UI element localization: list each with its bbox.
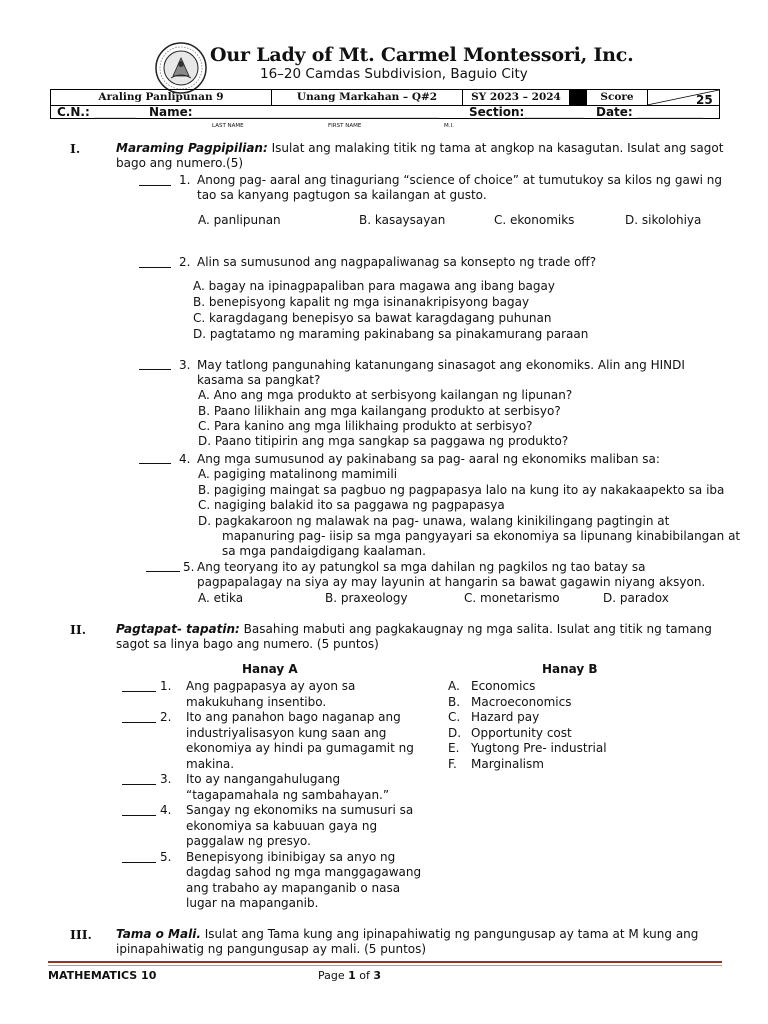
q2-text: Alin sa sumusunod ang nagpapaliwanag sa konsepto ng trade off?	[197, 255, 597, 269]
section-3-number: III.	[70, 927, 92, 942]
hanay-a-item-line: ekonomiya sa kabuuan gaya ng	[186, 818, 378, 833]
q3-option-d: D. Paano titipirin ang mga sangkap sa paggawa ng produkto?	[198, 434, 569, 448]
footer-subject: MATHEMATICS 10	[48, 969, 157, 982]
quarter-cell: Unang Markahan – Q#2	[296, 91, 438, 103]
footer-rule-thin	[48, 965, 722, 966]
q5-option-c: C. monetarismo	[464, 591, 560, 605]
section-1-title: Maraming Pagpipilian:	[116, 141, 268, 155]
footer-rule	[48, 961, 722, 963]
q1-option-c: C. ekonomiks	[494, 213, 575, 227]
q3-option-c: C. Para kanino ang mga lilikhaing produkto at serbisyo?	[198, 419, 533, 433]
q1-option-d: D. sikolohiya	[625, 213, 702, 227]
q4-option-b: B. pagiging maingat sa pagbuo ng pagpapasya lalo na kung ito ay nakakaapekto sa iba	[198, 483, 725, 497]
hanay-a-number: 2.	[160, 710, 172, 724]
info-table	[50, 89, 720, 119]
q1-number: 1.	[179, 173, 191, 187]
answer-blank-3[interactable]	[139, 358, 171, 370]
hanay-a-item-line: Ang pagpapasya ay ayon sa	[186, 679, 356, 693]
section-2-title: Pagtapat- tapatin:	[116, 622, 240, 636]
subject-cell: Araling Panlipunan 9	[98, 91, 224, 103]
match-blank-4[interactable]	[122, 804, 156, 816]
hanay-a-item-line: industriyalisasyon kung saan ang	[186, 725, 387, 740]
q3-option-b: B. Paano lilikhain ang mga kailangang produkto at serbisyo?	[198, 404, 561, 418]
match-blank-3[interactable]	[122, 773, 156, 785]
hanay-a-item-line: dagdag sahod ng mga manggagawang	[186, 865, 422, 879]
q4-option-a: A. pagiging matalinong mamimili	[198, 467, 398, 481]
school-seal-logo	[155, 42, 207, 94]
school-year-cell: SY 2023 – 2024	[471, 91, 561, 103]
hanay-a-item-line: “tagapamahala ng sambahayan.”	[186, 787, 390, 802]
answer-blank-2[interactable]	[139, 256, 171, 268]
q4-option-d-line3: sa mga pandaigdigang kaalaman.	[222, 544, 426, 558]
q4-text: Ang mga sumusunod ay pakinabang sa pag- aaral ng ekonomiks maliban sa:	[197, 452, 660, 466]
sublabel-first-name: FIRST NAME	[328, 123, 362, 129]
hanay-b-item: Macroeconomics	[471, 694, 572, 709]
match-blank-2[interactable]	[122, 711, 156, 723]
q2-option-d: D. pagtatamo ng maraming pakinabang sa pinakamurang paraan	[193, 327, 589, 341]
hanay-b-letter: B.	[448, 694, 461, 709]
q4-option-c: C. nagiging balakid ito sa paggawa ng pagpapasya	[198, 498, 505, 512]
hanay-a-item-line: ekonomiya ay hindi pa gumagamit ng	[186, 741, 414, 755]
hanay-a-number: 1.	[160, 679, 172, 693]
q3-number: 3.	[179, 358, 191, 372]
q5-number: 5.	[183, 560, 195, 574]
sublabel-mi: M.I.	[444, 123, 454, 129]
score-label: Score	[600, 91, 634, 103]
hanay-a-item-line: Ito ang panahon bago naganap ang	[186, 710, 401, 724]
q2-number: 2.	[179, 255, 191, 269]
hanay-a-item-line: lugar na mapanganib.	[186, 896, 319, 910]
q1-option-a: A. panlipunan	[198, 213, 281, 227]
q3-text: May tatlong pangunahing katanungang sinasagot ang ekonomiks. Alin ang HINDI kasama sa pangkat?	[197, 358, 685, 387]
q5-option-d: D. paradox	[603, 591, 669, 605]
hanay-a-item-line: makina.	[186, 756, 235, 771]
section-3-instructions	[116, 927, 724, 957]
hanay-b-letter: A.	[448, 679, 460, 693]
section-2-instructions	[116, 622, 724, 652]
answer-blank-5[interactable]	[146, 560, 180, 572]
q2-option-a: A. bagay na ipinagpapaliban para magawa ang ibang bagay	[193, 279, 555, 293]
q2-option-b: B. benepisyong kapalit ng mga isinanakripisyong bagay	[193, 295, 530, 309]
hanay-b-letter: C.	[448, 710, 461, 724]
hanay-b-item: Hazard pay	[471, 710, 540, 724]
q4-option-d-line2: mapanuring pag- iisip sa mga pangyayari sa ekonomiya sa lipunang kinabibilangan at	[222, 529, 741, 543]
hanay-a-number: 3.	[160, 772, 172, 786]
q5-text: Ang teoryang ito ay patungkol sa mga dahilan ng pagkilos ng tao batay sa pagpapalagay na siya ay may layunin at hangarin sa bawat gagawin niyang aksyon.	[197, 560, 706, 589]
section-2-text: Basahing mabuti ang pagkakaugnay ng mga salita. Isulat ang titik ng tamang sagot sa linya bago ang numero. (5 puntos)	[116, 622, 712, 651]
hanay-b-item: Marginalism	[471, 756, 544, 771]
hanay-a-number: 4.	[160, 803, 172, 817]
hanay-b-header: Hanay B	[542, 662, 598, 676]
hanay-a-item-line: ang trabaho ay mapanganib o nasa	[186, 880, 401, 895]
answer-blank-4[interactable]	[139, 452, 171, 464]
hanay-a-item-line: Ito ay nangangahulugang	[186, 772, 341, 786]
hanay-b-item: Economics	[471, 679, 536, 693]
hanay-b-letter: D.	[448, 725, 462, 740]
match-blank-5[interactable]	[122, 851, 156, 863]
hanay-a-header: Hanay A	[242, 662, 298, 676]
footer-page-number: Page 1 of 3	[318, 969, 382, 982]
section-3-text: Isulat ang Tama kung ang ipinapahiwatig ng pangungusap ay tama at M kung ang ipinapahiwatig ng pangungusap ay mali. (5 puntos)	[116, 927, 699, 956]
answer-blank-1[interactable]	[139, 174, 171, 186]
section-1-number: I.	[70, 141, 81, 156]
hanay-a-item-line: makukuhang insentibo.	[186, 694, 327, 709]
date-field[interactable]: Date: ___________	[596, 105, 703, 119]
hanay-a-item-line: Benepisyong ibinibigay sa anyo ng	[186, 849, 396, 864]
q5-option-a: A. etika	[198, 591, 244, 605]
section-3-title: Tama o Mali.	[116, 927, 201, 941]
section-1-text: Isulat ang malaking titik ng tama at angkop na kasagutan. Isulat ang sagot bago ang numero.(5)	[116, 141, 724, 170]
school-name: Our Lady of Mt. Carmel Montessori, Inc.	[210, 44, 634, 66]
q4-number: 4.	[179, 452, 191, 466]
score-total: 25	[696, 93, 713, 107]
q1-option-b: B. kasaysayan	[359, 213, 446, 227]
hanay-b-letter: F.	[448, 756, 457, 771]
q5-option-b: B. praxeology	[325, 591, 408, 605]
name-field[interactable]: Name:_________________________________________	[149, 105, 439, 119]
score-marker	[569, 90, 587, 105]
match-blank-1[interactable]	[122, 680, 156, 692]
sublabel-last-name: LAST NAME	[212, 123, 244, 129]
section-2-number: II.	[70, 622, 87, 637]
q1-text: Anong pag- aaral ang tinaguriang “science of choice” at tumutukoy sa kilos ng gawi ng tao sa kanyang pagtugon sa kailangan at gusto.	[197, 173, 722, 202]
section-1-instructions	[116, 141, 726, 171]
hanay-a-number: 5.	[160, 849, 172, 864]
hanay-b-item: Yugtong Pre- industrial	[471, 741, 607, 755]
school-address: 16–20 Camdas Subdivision, Baguio City	[260, 66, 528, 82]
hanay-a-item-line: Sangay ng ekonomiks na sumusuri sa	[186, 803, 414, 817]
q4-option-d-line1: D. pagkakaroon ng malawak na pag- unawa, walang kinikilingang pagtingin at	[198, 514, 670, 528]
hanay-b-letter: E.	[448, 741, 460, 755]
hanay-b-item: Opportunity cost	[471, 725, 572, 740]
hanay-a-item-line: paggalaw ng presyo.	[186, 834, 311, 848]
cn-field[interactable]: C.N.: _______	[57, 105, 136, 119]
q2-option-c: C. karagdagang benepisyo sa bawat karagdagang puhunan	[193, 311, 552, 325]
q3-option-a: A. Ano ang mga produkto at serbisyong kailangan ng lipunan?	[198, 388, 573, 402]
section-field[interactable]: Section:__________	[469, 105, 585, 119]
